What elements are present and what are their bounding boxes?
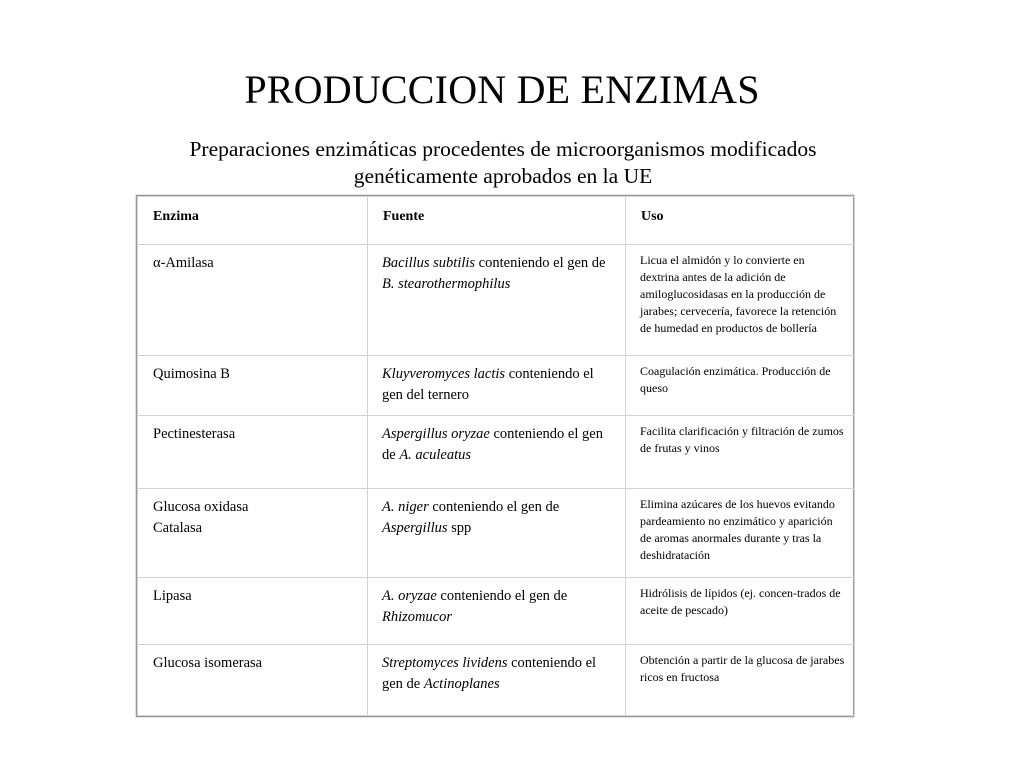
source-part: Rhizomucor — [382, 609, 453, 625]
enzyme-name: Catalasa — [153, 520, 203, 536]
source-part: conteniendo el gen de — [436, 588, 568, 604]
enzyme-cell — [138, 645, 368, 716]
source-part: Aspergillus — [382, 520, 448, 536]
table-row — [138, 416, 855, 489]
enzyme-cell — [138, 245, 368, 356]
source-cell — [368, 245, 626, 356]
source-cell — [368, 356, 626, 416]
source-part: A. oryzae — [382, 588, 437, 604]
source-part: A. aculeatus — [399, 447, 471, 463]
source-cell — [368, 645, 626, 716]
table-row — [138, 578, 855, 645]
source-part: conteniendo el gen de — [382, 655, 597, 692]
source-cell — [368, 578, 626, 645]
source-cell — [368, 489, 626, 578]
enzyme-cell — [138, 356, 368, 416]
table-row — [138, 356, 855, 416]
source-part: Bacillus subtilis — [382, 255, 476, 271]
enzyme-name: Glucosa oxidasa — [153, 499, 249, 515]
page-title: PRODUCCION DE ENZIMAS — [244, 67, 760, 112]
enzyme-name: Pectinesterasa — [153, 426, 236, 442]
use-cell: Licua el almidón y lo convierte en dextrina antes de la adición de amiloglucosidasas en la producción de jarabes; cervecería, favorece la retención de humedad en productos de bollería — [626, 245, 855, 356]
page-subtitle — [150, 136, 856, 190]
enzyme-table — [136, 195, 854, 717]
use-cell: Elimina azúcares de los huevos evitando pardeamiento no enzimático y aparición de aromas anormales durante y tras la deshidratación — [626, 489, 855, 578]
use-cell: Coagulación enzimática. Producción de queso — [626, 356, 855, 416]
column-header-source: Fuente — [368, 197, 626, 245]
enzyme-cell — [138, 416, 368, 489]
source-cell — [368, 416, 626, 489]
table-header-row — [138, 197, 855, 245]
source-part: Streptomyces lividens — [382, 655, 508, 671]
subtitle-line-2: genéticamente aprobados en la UE — [353, 164, 653, 188]
source-part: conteniendo el gen de — [475, 255, 606, 271]
column-header-use: Uso — [626, 197, 855, 245]
subtitle-line-1: Preparaciones enzimáticas procedentes de microorganismos modificados — [189, 137, 817, 161]
use-cell: Hidrólisis de lípidos (ej. concen-trados de aceite de pescado) — [626, 578, 855, 645]
enzyme-cell — [138, 578, 368, 645]
source-part: Kluyveromyces lactis — [382, 366, 506, 382]
enzyme-name: α-Amilasa — [153, 255, 214, 271]
source-part: spp — [447, 520, 472, 536]
enzyme-name: Glucosa isomerasa — [153, 655, 263, 671]
table-row — [138, 489, 855, 578]
source-part: Aspergillus oryzae — [382, 426, 490, 442]
use-cell: Facilita clarificación y filtración de zumos de frutas y vinos — [626, 416, 855, 489]
enzyme-cell — [138, 489, 368, 578]
source-part: conteniendo el gen de — [382, 426, 603, 463]
table-row — [138, 645, 855, 716]
column-header-enzyme: Enzima — [138, 197, 368, 245]
source-part: A. niger — [382, 499, 429, 515]
use-cell: Obtención a partir de la glucosa de jarabes ricos en fructosa — [626, 645, 855, 716]
source-part: conteniendo el gen de — [428, 499, 560, 515]
source-part: B. stearothermophilus — [382, 276, 511, 292]
enzyme-name: Lipasa — [153, 588, 192, 604]
source-part: conteniendo el gen del ternero — [382, 366, 594, 403]
source-part: Actinoplanes — [423, 676, 500, 692]
enzyme-name: Quimosina B — [153, 366, 230, 382]
table-row — [138, 245, 855, 356]
